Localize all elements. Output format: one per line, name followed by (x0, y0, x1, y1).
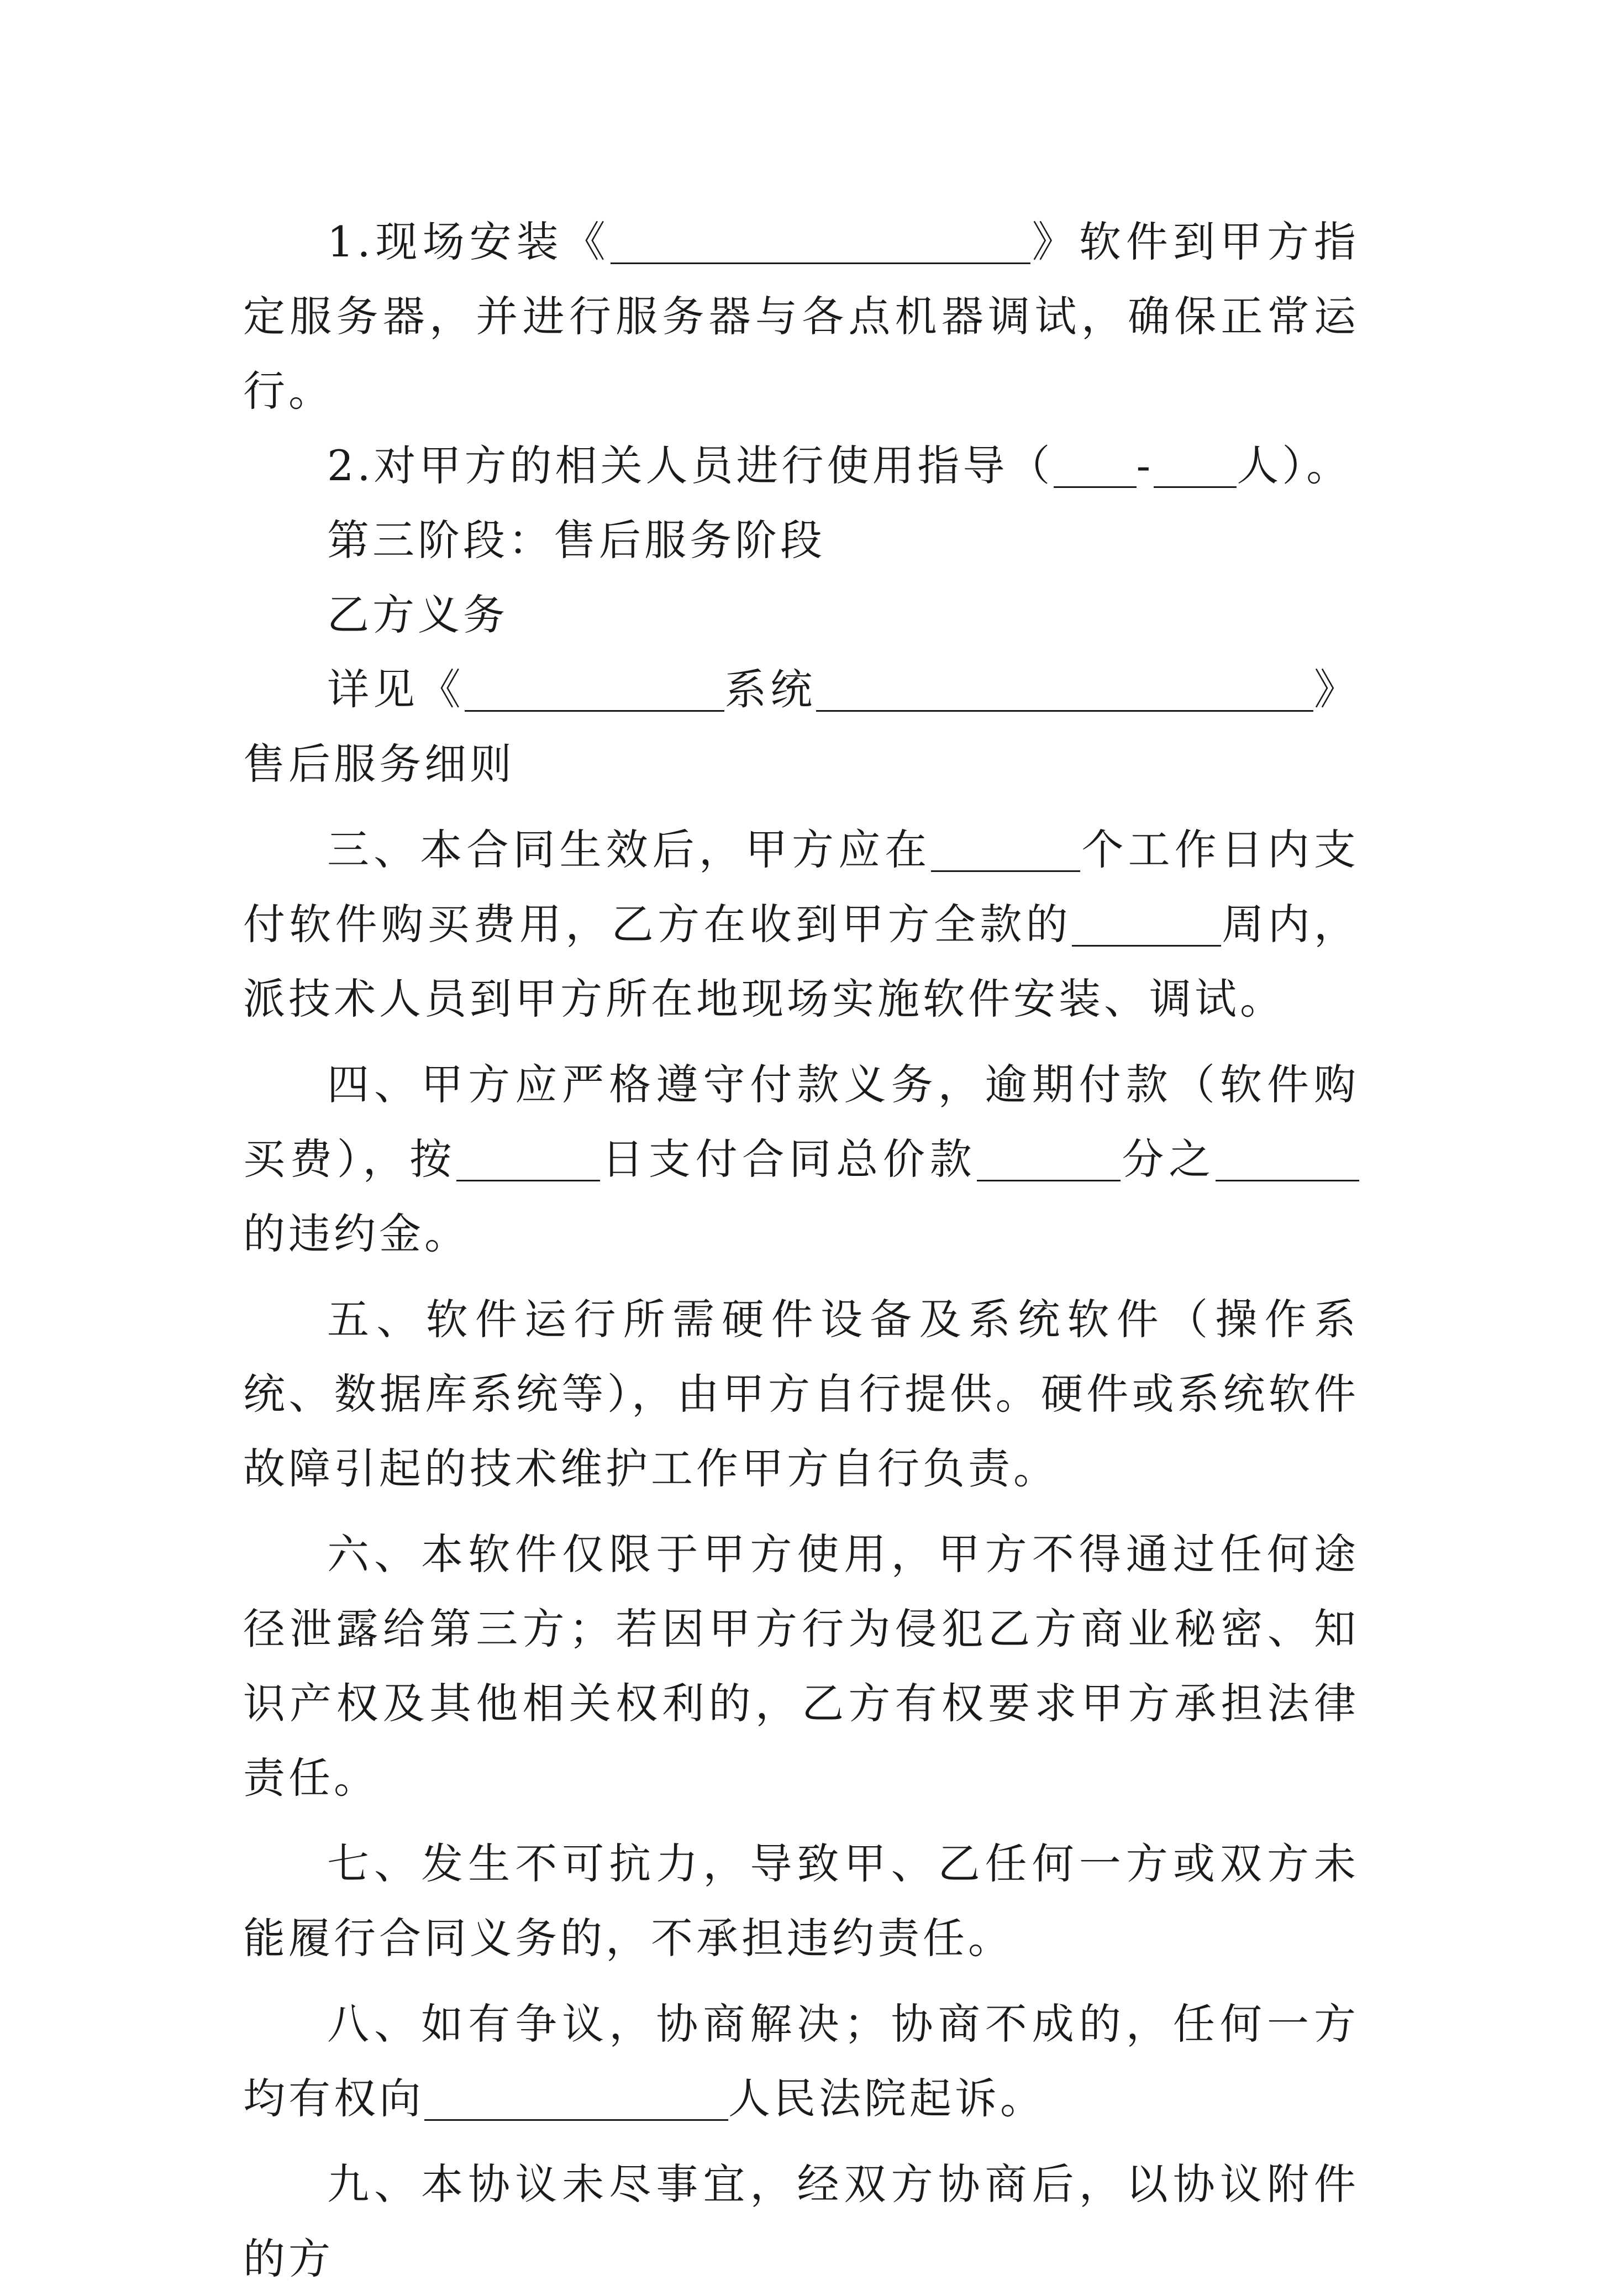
clause-after-sales-text-a: 详见《 (327, 665, 465, 714)
clause-training-text-a: 2.对甲方的相关人员进行使用指导（ (327, 441, 1054, 490)
clause-four-text-c: 分之 (1120, 1134, 1216, 1184)
clause-install-text-b: 》软件到甲方指定服务器，并进行服务器与各点机器调试，确保正常运行。 (243, 217, 1360, 416)
trainee-min-blank (1054, 442, 1137, 488)
payment-days-blank (931, 826, 1080, 872)
clause-nine: 九、本协议未尽事宜，经双方协商后，以协议附件的方 (243, 2160, 1359, 2283)
penalty-period-blank (456, 1136, 600, 1181)
clause-after-sales (243, 652, 1359, 801)
clause-training (243, 428, 1359, 503)
document-body (243, 204, 1359, 2296)
clause-seven: 七、发生不可抗力，导致甲、乙任何一方或双方未能履行合同义务的，不承担违约责任。 (243, 1839, 1359, 1963)
clause-after-sales-text-b: 系统 (724, 665, 817, 714)
clause-four (243, 1047, 1359, 1271)
clause-after-sales-text-c: 》售后服务细则 (243, 665, 1360, 789)
clause-training-text-c: 人）。 (1237, 441, 1352, 490)
party-b-obligations-heading: 乙方义务 (327, 590, 508, 639)
clause-three-text-a: 三、本合同生效后，甲方应在 (327, 825, 932, 874)
stage-heading: 第三阶段：售后服务阶段 (327, 516, 825, 565)
clause-five: 五、软件运行所需硬件设备及系统软件（操作系统、数据库系统等），由甲方自行提供。硬件或系统软件故障引起的技术维护工作甲方自行负责。 (243, 1295, 1359, 1493)
clause-three (243, 812, 1359, 1036)
clause-three-text-b: 个工作日内支付软件购买费用，乙方在收到甲方全款的 (243, 825, 1360, 949)
system-name-blank-1 (465, 666, 724, 712)
court-name-blank (424, 2075, 728, 2121)
trainee-max-blank (1154, 442, 1237, 488)
clause-install (243, 204, 1359, 428)
system-name-blank-2 (816, 666, 1313, 712)
clause-six: 六、本软件仅限于甲方使用，甲方不得通过任何途径泄露给第三方；若因甲方行为侵犯乙方商业秘密、知识产权及其他相关权利的，乙方有权要求甲方承担法律责任。 (243, 1530, 1359, 1803)
penalty-denominator-blank (977, 1136, 1121, 1181)
clause-four-text-b: 日支付合同总价款 (600, 1134, 977, 1184)
software-name-blank (611, 218, 1030, 264)
install-weeks-blank (1072, 901, 1221, 947)
clause-eight-text-b: 人民法院起诉。 (728, 2074, 1045, 2123)
clause-install-text-a: 1.现场安装《 (327, 217, 611, 266)
clause-four-text-a: 四、甲方应严格遵守付款义务，逾期付款（软件购买费），按 (243, 1060, 1359, 1184)
clause-eight (243, 1987, 1359, 2136)
penalty-numerator-blank (1216, 1136, 1359, 1181)
clause-eight-text-a: 八、如有争议，协商解决；协商不成的，任何一方均有权向 (243, 1999, 1359, 2123)
clause-four-text-d: 的违约金。 (243, 1209, 470, 1258)
clause-training-text-b: - (1136, 441, 1154, 490)
clause-three-text-c: 周内，派技术人员到甲方所在地现场实施软件安装、调试。 (243, 900, 1359, 1023)
